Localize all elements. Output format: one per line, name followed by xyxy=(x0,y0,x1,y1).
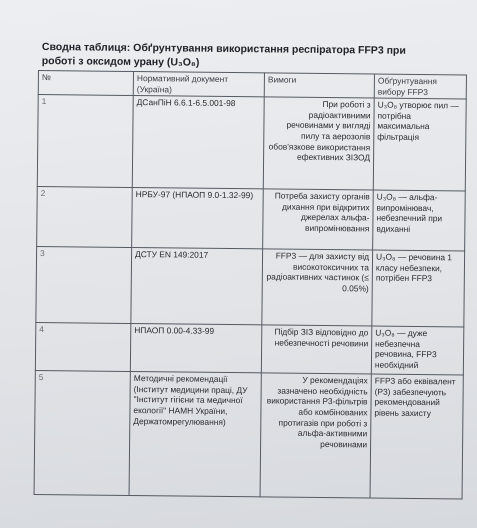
table-row xyxy=(37,187,466,251)
document-title: Сводна таблиця: Обґрунтування використання респіратора FFP3 при роботі з оксидом урану (U₃O₈) xyxy=(41,40,406,69)
header-number: № xyxy=(38,71,133,96)
row-requirement: FFP3 — для захисту від високотоксичних та радіоактивних частинок (≤ 0.05%) xyxy=(262,249,373,326)
row-document: НПАОП 0.00-4.33-99 xyxy=(130,324,261,373)
summary-table xyxy=(34,70,467,500)
header-document: Нормативний документ (Україна) xyxy=(133,72,264,98)
row-number: 2 xyxy=(37,187,133,248)
row-justification: U₃O₈ — речовина 1 класу небезпеки, потрібен FFP3 xyxy=(372,250,465,327)
row-number: 4 xyxy=(35,323,130,372)
row-justification: U₃O₈ утворює пил — потрібна максимальна фільтрація xyxy=(373,98,466,191)
row-requirement: Потреба захисту органів дихання при відкритих джерелах альфа-випромінювання xyxy=(263,189,374,250)
row-number: 3 xyxy=(36,247,132,324)
header-requirements: Вимоги xyxy=(264,73,374,98)
row-justification: U₃O₈ — дуже небезпечна речовина, FFP3 необхідний xyxy=(371,326,463,375)
row-justification: FFP3 або еквівалент (P3) забезпечують рекомендований рівень захисту xyxy=(370,374,463,499)
table-row xyxy=(37,95,466,191)
table-row xyxy=(35,323,463,375)
header-justification: Обґрунтування вибору FFP3 xyxy=(374,74,466,99)
table-row xyxy=(34,371,463,499)
row-document: ДСТУ EN 149:2017 xyxy=(131,248,263,325)
row-document: ДСанПіН 6.6.1-6.5.001-98 xyxy=(132,96,264,189)
row-document: НРБУ-97 (НПАОП 9.0-1.32-99) xyxy=(132,188,264,249)
row-requirement: У рекомендаціях зазначено необхідність використання P3-фільтрів або комбінованих протигазів при роботі з альфа-активними речовинами xyxy=(260,373,371,498)
row-requirement: Підбір ЗІЗ відповідно до небезпечності речовини xyxy=(261,325,371,374)
row-number: 5 xyxy=(34,371,130,496)
row-number: 1 xyxy=(37,95,133,188)
row-requirement: При роботі з радіоактивними речовинами у вигляді пилу та аерозолів обов'язкове використання ефективних ЗІЗОД xyxy=(263,97,374,190)
row-justification: U₃O₈ — альфа-випромінювач, небезпечний при вдиханні xyxy=(373,190,466,251)
table-row xyxy=(36,247,465,327)
row-document: Методичні рекомендації (Інститут медицини праці, ДУ "Інститут гігієни та медичної екології" НАМН України, Держатомрегулювання) xyxy=(129,372,261,497)
